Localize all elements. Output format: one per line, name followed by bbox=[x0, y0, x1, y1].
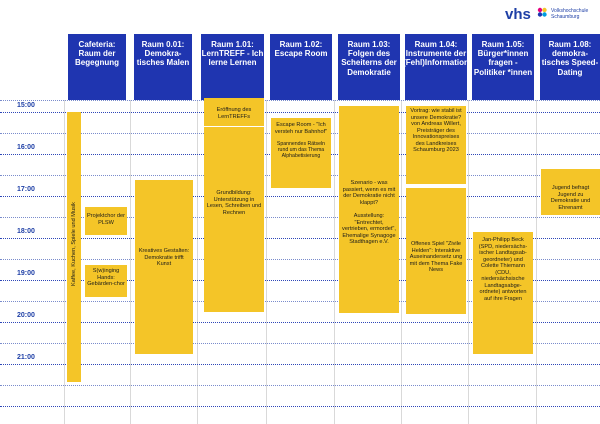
hour-line bbox=[0, 196, 600, 197]
column-divider bbox=[130, 100, 131, 424]
event-swinging-hands: S(w)inging Hands: Gebärden-chor bbox=[85, 265, 127, 297]
event-eroeffnung-lerntreff: Eröffnung des LernTREFFs bbox=[204, 98, 264, 126]
event-escape-room-desc: Spannendes Rätseln rund um das Thema Alphabetisierung bbox=[276, 141, 326, 159]
column-divider bbox=[468, 100, 469, 424]
event-kreatives-gestalten: Kreatives Gestalten: Demokratie trifft Kunst bbox=[135, 180, 193, 354]
room-header-1-03: Raum 1.03: Folgen des Scheiterns der Demokratie bbox=[338, 34, 400, 100]
grid-line bbox=[0, 100, 600, 101]
event-cafeteria-bar bbox=[67, 112, 81, 382]
event-ausstellung: Ausstellung: "Entrechtet, vertrieben, ermordet", Ehemalige Synagoge Stadthagen e.V. bbox=[342, 213, 396, 245]
logo-word: vhs bbox=[505, 6, 531, 23]
hour-line bbox=[0, 364, 600, 365]
room-header-1-05: Raum 1.05: Bürger*innen fragen - Politiker *innen bbox=[472, 34, 534, 100]
column-divider bbox=[64, 100, 65, 424]
room-header-cafeteria: Cafeteria: Raum der Begegnung bbox=[68, 34, 126, 100]
column-divider bbox=[197, 100, 198, 424]
event-projektchor: Projektchor der PLSW bbox=[85, 207, 127, 235]
event-escape-room-title: Escape Room - "Ich versteh nur Bahnhof" bbox=[274, 122, 328, 135]
room-header-1-01: Raum 1.01: LernTREFF - Ich lerne Lernen bbox=[201, 34, 264, 100]
event-grundbildung: Grundbildung: Unterstützung in Lesen, Schreiben und Rechnen bbox=[204, 127, 264, 312]
room-header-1-02: Raum 1.02: Escape Room bbox=[270, 34, 332, 100]
event-vortrag: Vortrag: wie stabil ist unsere Demokratie? von Andreas Willert, Preisträger des Innovationspreises des Landkreises Schaumburg 2023 bbox=[406, 106, 466, 184]
room-header-1-04: Raum 1.04: Instrumente der (Fehl)Information bbox=[405, 34, 467, 100]
time-label: 15:00 bbox=[17, 102, 35, 109]
vhs-logo bbox=[505, 5, 595, 27]
time-label: 21:00 bbox=[17, 354, 35, 361]
event-jugend-befragt: Jugend befragt Jugend zu Demokratie und Ehrenamt bbox=[541, 169, 600, 215]
logo-subtitle: Volkshochschule Schaumburg bbox=[551, 8, 589, 20]
room-header-1-08: Raum 1.08: demokra-tisches Speed-Dating bbox=[540, 34, 600, 100]
event-szenario bbox=[339, 106, 399, 313]
time-label: 17:00 bbox=[17, 186, 35, 193]
time-label: 16:00 bbox=[17, 144, 35, 151]
hour-line bbox=[0, 406, 600, 407]
column-divider bbox=[266, 100, 267, 424]
column-divider bbox=[401, 100, 402, 424]
room-header-0-01: Raum 0.01: Demokra-tisches Malen bbox=[134, 34, 192, 100]
event-landtag-fragen: Jan-Philipp Beck (SPD, niedersächs-ischer Landtagsab-geordneter) und Colette Thiemann (CDU, niedersächsische Landtagsabge-ordnete) antworten auf ihre Fragen bbox=[473, 232, 533, 354]
column-divider bbox=[536, 100, 537, 424]
event-cafeteria-label: Kaffee, Kuchen, Spiele und Musik bbox=[71, 202, 77, 286]
event-escape-room bbox=[271, 118, 331, 188]
logo-dots-icon bbox=[537, 7, 547, 17]
time-label: 20:00 bbox=[17, 312, 35, 319]
time-label: 18:00 bbox=[17, 228, 35, 235]
grid-line bbox=[0, 385, 600, 386]
event-szenario-title: Szenario - was passiert, wenn es mit der Demokratie nicht klappt? bbox=[342, 180, 396, 206]
column-divider bbox=[334, 100, 335, 424]
time-label: 19:00 bbox=[17, 270, 35, 277]
event-offenes-spiel: Offenes Spiel "Zivile Helden": Interaktive Auseinandersetz ung mit dem Thema Fake News bbox=[406, 188, 466, 314]
hour-line bbox=[0, 112, 600, 113]
